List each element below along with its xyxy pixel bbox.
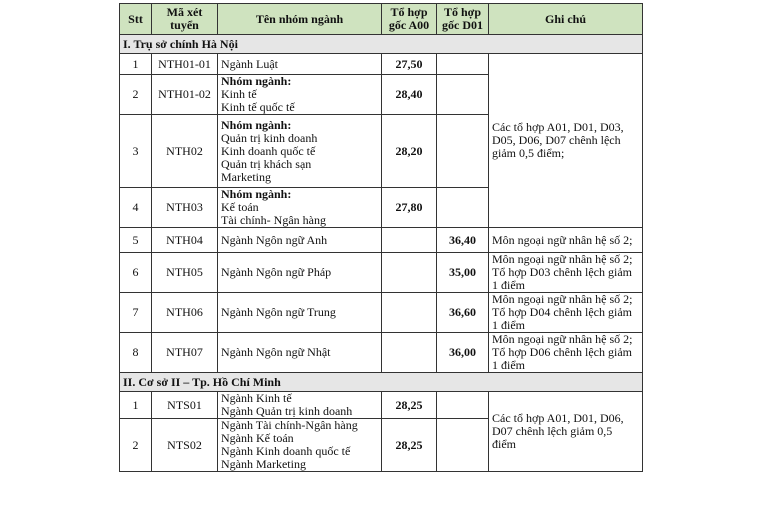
text-line: Các tổ hợp A01, D01, D06, xyxy=(492,411,624,425)
text-line: Marketing xyxy=(221,169,271,184)
text-line: Ngành Quản trị kinh doanh xyxy=(221,404,353,418)
text-line: D05, D06, D07 chênh lệch xyxy=(492,133,621,147)
stt-cell: 6 xyxy=(120,253,152,293)
ma-xet-tuyen-cell: NTH05 xyxy=(152,253,218,293)
ten-nhom-nganh-cell xyxy=(218,392,382,419)
header-ten-nhom-nganh: Tên nhóm ngành xyxy=(218,4,382,35)
stt-cell: 5 xyxy=(120,228,152,253)
ma-xet-tuyen-cell: NTH04 xyxy=(152,228,218,253)
ghi-chu-cell xyxy=(489,54,643,228)
a00-score-cell xyxy=(382,253,437,293)
text-line: 1 điểm xyxy=(492,278,525,292)
text-line: Kế toán xyxy=(221,200,259,214)
text-line: 1 điểm xyxy=(492,358,525,372)
ma-xet-tuyen-cell: NTH01-02 xyxy=(152,75,218,115)
d01-score-cell xyxy=(437,75,489,115)
text-line: Ngành Kế toán xyxy=(221,431,294,445)
text-line: Ngành Ngôn ngữ Nhật xyxy=(221,345,331,359)
ten-nhom-nganh-cell xyxy=(218,333,382,373)
text-line: Môn ngoại ngữ nhân hệ số 2; xyxy=(492,332,633,346)
ma-xet-tuyen-cell: NTH07 xyxy=(152,333,218,373)
text-line: Ngành Luật xyxy=(221,56,278,71)
admission-score-table xyxy=(119,3,643,472)
d01-score-cell xyxy=(437,188,489,228)
text-line: D07 chênh lệch giảm 0,5 xyxy=(492,424,613,438)
text-line: Ngành Ngôn ngữ Trung xyxy=(221,305,336,319)
text-line: Môn ngoại ngữ nhân hệ số 2; xyxy=(492,232,633,247)
ma-xet-tuyen-cell: NTH02 xyxy=(152,115,218,188)
text-line: Quản trị kinh doanh xyxy=(221,130,318,145)
ghi-chu-cell xyxy=(489,333,643,373)
ghi-chu-cell xyxy=(489,253,643,293)
ghi-chu-cell xyxy=(489,228,643,253)
text-line: Tổ hợp D06 chênh lệch giảm xyxy=(492,345,632,359)
text-line: Kinh tế xyxy=(221,87,257,101)
d01-score-cell: 36,60 xyxy=(437,293,489,333)
a00-score-cell xyxy=(382,228,437,253)
ghi-chu-cell xyxy=(489,392,643,472)
text-line: 1 điểm xyxy=(492,318,525,332)
d01-score-cell xyxy=(437,115,489,188)
text-line: Kinh doanh quốc tế xyxy=(221,143,316,158)
text-line: Nhóm ngành: xyxy=(221,74,292,88)
a00-score-cell: 27,80 xyxy=(382,188,437,228)
text-line: Tổ hợp D04 chênh lệch giảm xyxy=(492,305,632,319)
d01-score-cell: 36,40 xyxy=(437,228,489,253)
ten-nhom-nganh-cell xyxy=(218,188,382,228)
ma-xet-tuyen-cell: NTH06 xyxy=(152,293,218,333)
ten-nhom-nganh-cell xyxy=(218,75,382,115)
text-line: Ngành Ngôn ngữ Pháp xyxy=(221,265,332,279)
stt-cell: 2 xyxy=(120,419,152,472)
table-row xyxy=(120,392,643,419)
ma-xet-tuyen-cell: NTH03 xyxy=(152,188,218,228)
text-line: Ngành Kinh tế xyxy=(221,391,292,405)
header-d01: Tổ hợp gốc D01 xyxy=(437,4,489,35)
ghi-chu-cell xyxy=(489,293,643,333)
ma-xet-tuyen-cell: NTS01 xyxy=(152,392,218,419)
a00-score-cell xyxy=(382,333,437,373)
table-row xyxy=(120,333,643,373)
stt-cell: 4 xyxy=(120,188,152,228)
a00-score-cell: 28,25 xyxy=(382,392,437,419)
stt-cell: 7 xyxy=(120,293,152,333)
table-row xyxy=(120,253,643,293)
section-row xyxy=(120,35,643,54)
stt-cell: 1 xyxy=(120,54,152,75)
ten-nhom-nganh-cell xyxy=(218,228,382,253)
text-line: điểm xyxy=(492,437,516,451)
text-line: Tài chính- Ngân hàng xyxy=(221,213,326,227)
table-row xyxy=(120,54,643,75)
text-line: Ngành Marketing xyxy=(221,457,306,471)
d01-score-cell xyxy=(437,419,489,472)
text-line: Quản trị khách sạn xyxy=(221,156,312,171)
ten-nhom-nganh-cell xyxy=(218,293,382,333)
d01-score-cell xyxy=(437,392,489,419)
stt-cell: 2 xyxy=(120,75,152,115)
table-row xyxy=(120,293,643,333)
header-ghi-chu: Ghi chú xyxy=(489,4,643,35)
text-line: Môn ngoại ngữ nhân hệ số 2; xyxy=(492,292,633,306)
text-line: Các tổ hợp A01, D01, D03, xyxy=(492,120,624,134)
table-header-row xyxy=(120,4,643,35)
section-title: I. Trụ sở chính Hà Nội xyxy=(120,35,643,54)
section-row xyxy=(120,373,643,392)
a00-score-cell: 28,25 xyxy=(382,419,437,472)
text-line: Kinh tế quốc tế xyxy=(221,100,295,114)
ma-xet-tuyen-cell: NTH01-01 xyxy=(152,54,218,75)
section-title: II. Cơ sở II – Tp. Hồ Chí Minh xyxy=(120,373,643,392)
text-line: Môn ngoại ngữ nhân hệ số 2; xyxy=(492,252,633,266)
header-a00: Tổ hợp gốc A00 xyxy=(382,4,437,35)
stt-cell: 8 xyxy=(120,333,152,373)
d01-score-cell: 36,00 xyxy=(437,333,489,373)
header-stt: Stt xyxy=(120,4,152,35)
table-row xyxy=(120,228,643,253)
text-line: Ngành Kinh doanh quốc tế xyxy=(221,444,351,458)
a00-score-cell: 28,20 xyxy=(382,115,437,188)
ten-nhom-nganh-cell xyxy=(218,115,382,188)
d01-score-cell xyxy=(437,54,489,75)
ten-nhom-nganh-cell xyxy=(218,253,382,293)
text-line: Nhóm ngành: xyxy=(221,117,292,132)
ten-nhom-nganh-cell xyxy=(218,419,382,472)
a00-score-cell: 28,40 xyxy=(382,75,437,115)
stt-cell: 3 xyxy=(120,115,152,188)
a00-score-cell: 27,50 xyxy=(382,54,437,75)
stt-cell: 1 xyxy=(120,392,152,419)
ma-xet-tuyen-cell: NTS02 xyxy=(152,419,218,472)
text-line: Ngành Ngôn ngữ Anh xyxy=(221,232,328,247)
text-line: Nhóm ngành: xyxy=(221,187,292,201)
d01-score-cell: 35,00 xyxy=(437,253,489,293)
text-line: giảm 0,5 điểm; xyxy=(492,146,565,160)
header-ma-xet-tuyen: Mã xét tuyển xyxy=(152,4,218,35)
ten-nhom-nganh-cell xyxy=(218,54,382,75)
a00-score-cell xyxy=(382,293,437,333)
text-line: Tổ hợp D03 chênh lệch giảm xyxy=(492,265,632,279)
text-line: Ngành Tài chính-Ngân hàng xyxy=(221,418,358,432)
